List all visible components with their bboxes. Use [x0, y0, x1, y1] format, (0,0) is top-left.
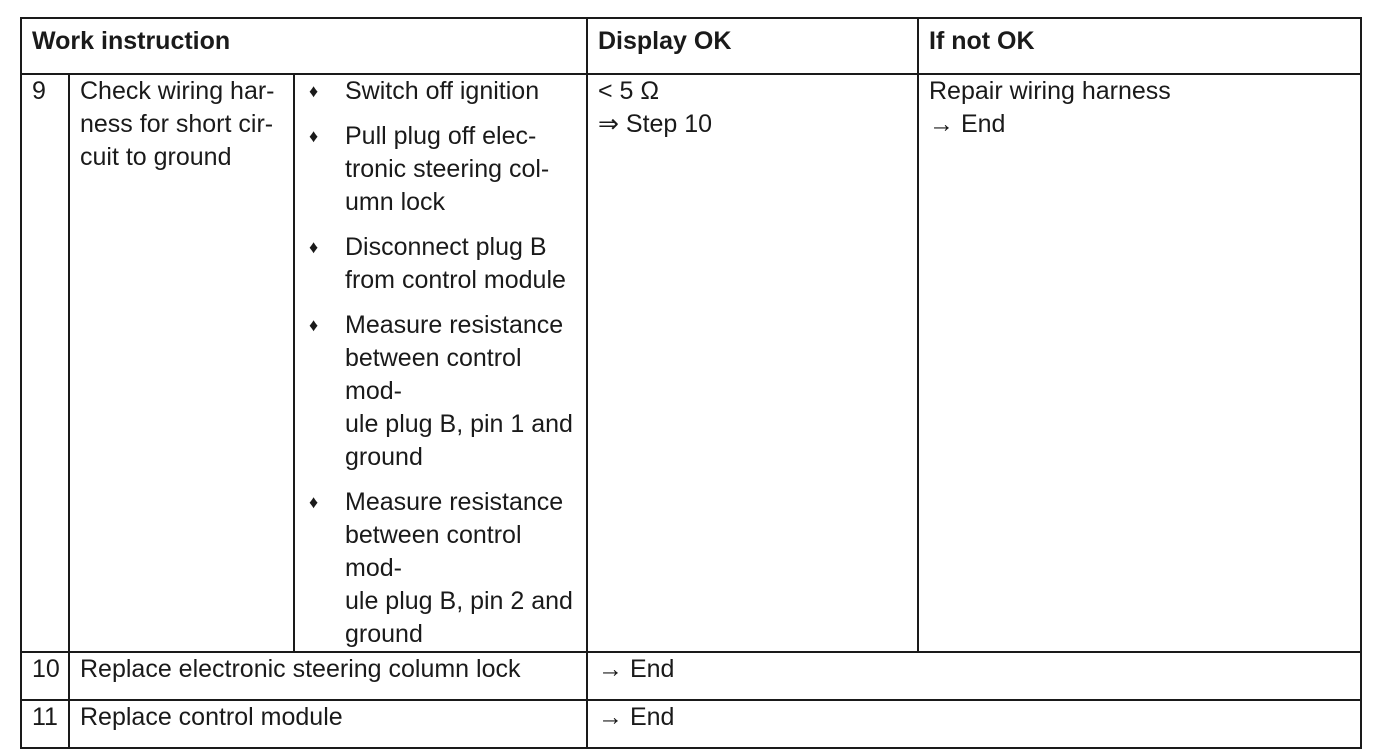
diamond-bullet-icon: ♦ [309, 492, 319, 512]
step-number: 10 [21, 652, 69, 700]
header-work-instruction: Work instruction [21, 18, 587, 74]
step-instruction: Replace control module [69, 700, 587, 748]
action-line: from control module [345, 266, 566, 294]
step-instruction [69, 74, 294, 652]
action-line: ule plug B, pin 1 and [345, 410, 573, 438]
diamond-bullet-icon: ♦ [309, 126, 319, 146]
action-line: Disconnect plug B [345, 233, 547, 261]
table-row [21, 700, 1361, 748]
if-not-ok-line: Repair wiring harness [929, 77, 1171, 105]
header-if-not-ok: If not OK [918, 18, 1361, 74]
work-instruction-table [20, 17, 1362, 749]
action-line: between control mod- [345, 344, 522, 405]
instruction-line: Check wiring har- [80, 77, 275, 105]
instruction-line: cuit to ground [80, 143, 232, 171]
display-ok-cell [587, 74, 918, 652]
diamond-bullet-icon: ♦ [309, 81, 319, 101]
action-list [305, 75, 576, 651]
action-line: ground [345, 443, 423, 471]
action-line: Switch off ignition [345, 77, 540, 105]
table-row [21, 652, 1361, 700]
action-line: tronic steering col- [345, 155, 550, 183]
table-row [21, 74, 1361, 652]
list-item [305, 231, 576, 297]
list-item [305, 75, 576, 108]
if-not-ok-cell [918, 74, 1361, 652]
list-item [305, 309, 576, 474]
action-line: Measure resistance [345, 311, 564, 339]
diamond-bullet-icon: ♦ [309, 237, 319, 257]
display-ok-line: ⇒ Step 10 [598, 110, 713, 138]
step-actions [294, 74, 587, 652]
display-ok-line: < 5 Ω [598, 77, 660, 105]
step-instruction: Replace electronic steering column lock [69, 652, 587, 700]
step-number: 9 [21, 74, 69, 652]
action-line: between control mod- [345, 521, 522, 582]
action-line: Measure resistance [345, 488, 564, 516]
table-header-row [21, 18, 1361, 74]
action-line: Pull plug off elec- [345, 122, 537, 150]
diamond-bullet-icon: ♦ [309, 315, 319, 335]
list-item [305, 120, 576, 219]
action-line: ule plug B, pin 2 and [345, 587, 573, 615]
list-item [305, 486, 576, 651]
instruction-line: ness for short cir- [80, 110, 274, 138]
step-result: → End [587, 700, 1361, 748]
if-not-ok-line: → End [929, 110, 1006, 138]
header-display-ok: Display OK [587, 18, 918, 74]
step-result: → End [587, 652, 1361, 700]
step-number: 11 [21, 700, 69, 748]
action-line: ground [345, 620, 423, 648]
action-line: umn lock [345, 188, 446, 216]
